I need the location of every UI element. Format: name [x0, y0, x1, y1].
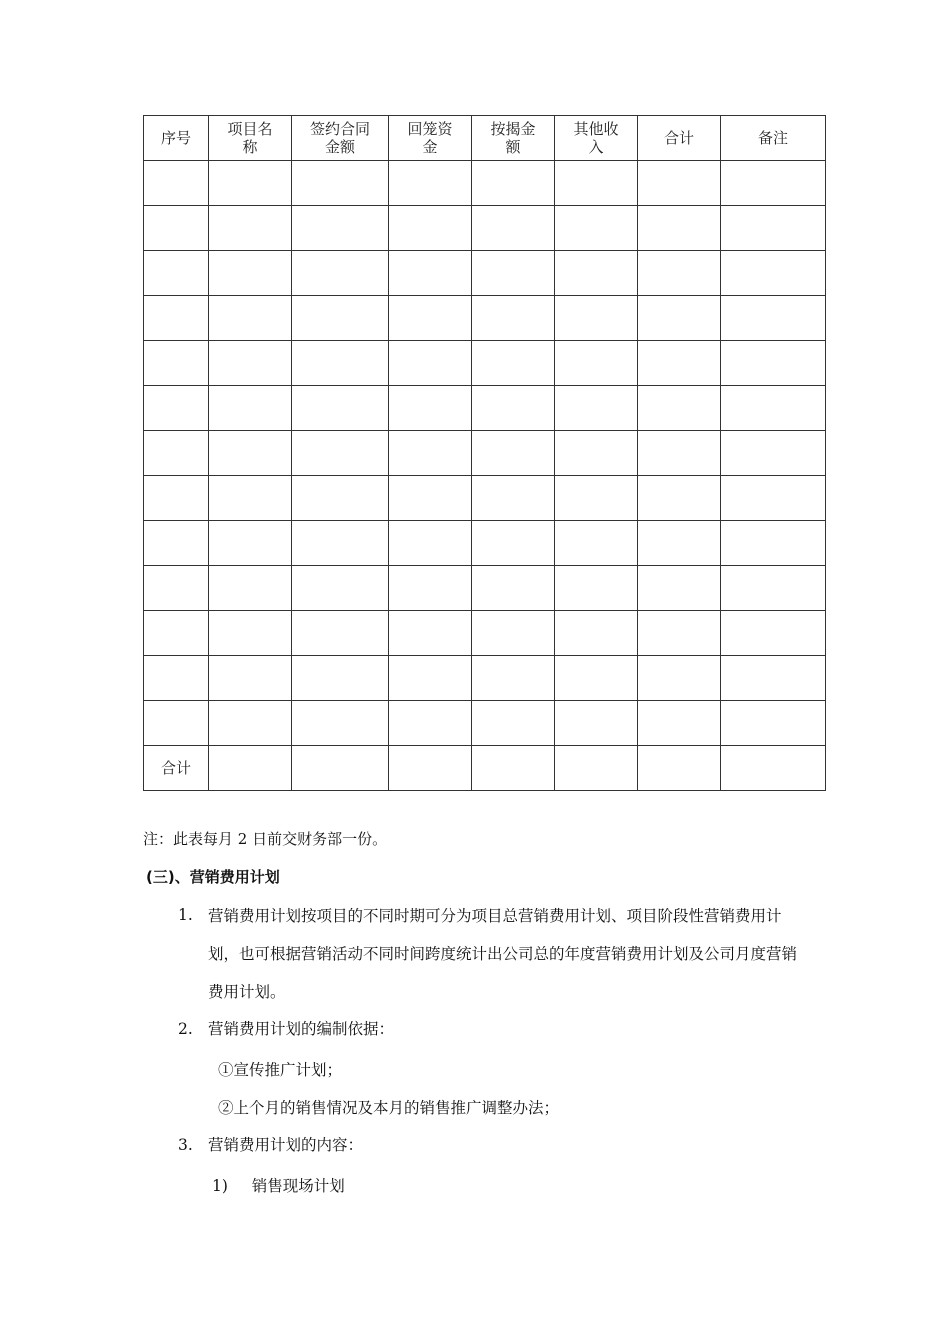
table-cell	[721, 521, 826, 566]
table-cell	[638, 746, 721, 791]
table-cell	[721, 701, 826, 746]
table-cell	[389, 431, 472, 476]
table-cell	[721, 566, 826, 611]
table-cell	[555, 431, 638, 476]
table-cell	[555, 251, 638, 296]
table-row	[144, 476, 826, 521]
table-cell	[144, 386, 209, 431]
table-cell	[638, 476, 721, 521]
table-cell	[555, 521, 638, 566]
table-total-row	[144, 746, 826, 791]
table-cell	[638, 611, 721, 656]
table-cell	[292, 296, 389, 341]
section-title: (三)、营销费用计划	[146, 868, 280, 886]
table-cell	[209, 386, 292, 431]
table-cell	[389, 746, 472, 791]
table-cell	[389, 701, 472, 746]
table-cell	[555, 701, 638, 746]
table-cell	[721, 251, 826, 296]
table-cell	[472, 206, 555, 251]
table-cell	[292, 656, 389, 701]
list-item-number: 1.	[178, 906, 193, 924]
table-cell	[472, 431, 555, 476]
table-body	[144, 161, 826, 791]
list-item-text: 营销费用计划的编制依据：	[208, 1020, 395, 1038]
table-cell	[209, 341, 292, 386]
content-item-text: 销售现场计划	[251, 1177, 345, 1195]
list-item-number: 3.	[178, 1136, 193, 1154]
table-cell	[144, 431, 209, 476]
table-cell	[292, 746, 389, 791]
table-cell	[721, 386, 826, 431]
table-cell	[209, 746, 292, 791]
table-header-row	[144, 116, 826, 161]
table-cell	[144, 521, 209, 566]
table-cell	[389, 341, 472, 386]
table-cell	[638, 656, 721, 701]
table-cell	[472, 611, 555, 656]
table-cell	[292, 161, 389, 206]
table-cell	[389, 206, 472, 251]
table-cell	[638, 521, 721, 566]
table-row	[144, 611, 826, 656]
table-cell	[144, 161, 209, 206]
table-cell	[721, 476, 826, 521]
table-row	[144, 341, 826, 386]
table-cell	[555, 206, 638, 251]
table-cell	[638, 251, 721, 296]
header-mortgage-amount: 按揭金额	[472, 116, 555, 161]
table-cell	[389, 521, 472, 566]
table-row	[144, 251, 826, 296]
table-cell	[472, 386, 555, 431]
table-cell	[555, 656, 638, 701]
table-cell	[472, 251, 555, 296]
total-row-label: 合计	[144, 746, 209, 791]
table-cell	[144, 656, 209, 701]
table-cell	[555, 161, 638, 206]
table-cell	[721, 656, 826, 701]
table-cell	[209, 566, 292, 611]
table-cell	[555, 611, 638, 656]
list-item-text: 营销费用计划按项目的不同时期可分为项目总营销费用计划、项目阶段性营销费用计划，也可根据营销活动不同时间跨度统计出公司总的年度营销费用计划及公司月度营销费用计划。	[208, 907, 798, 1001]
table-row	[144, 206, 826, 251]
table-cell	[472, 476, 555, 521]
list-item-number: 2.	[178, 1020, 193, 1038]
header-index: 序号	[144, 116, 209, 161]
table-cell	[472, 341, 555, 386]
table-cell	[472, 566, 555, 611]
table-cell	[292, 611, 389, 656]
table-row	[144, 521, 826, 566]
table-row	[144, 386, 826, 431]
table-cell	[555, 341, 638, 386]
table-cell	[389, 566, 472, 611]
table-cell	[144, 341, 209, 386]
table-row	[144, 656, 826, 701]
table-cell	[638, 296, 721, 341]
table-cell	[638, 566, 721, 611]
table-cell	[144, 476, 209, 521]
table-cell	[389, 251, 472, 296]
table-cell	[472, 701, 555, 746]
table-row	[144, 566, 826, 611]
table-cell	[209, 611, 292, 656]
table-cell	[389, 476, 472, 521]
table-cell	[721, 296, 826, 341]
table-cell	[209, 476, 292, 521]
table-cell	[638, 341, 721, 386]
table-cell	[144, 296, 209, 341]
table-cell	[144, 251, 209, 296]
table-cell	[209, 521, 292, 566]
basis-item-2: ②上个月的销售情况及本月的销售推广调整办法；	[218, 1099, 560, 1117]
header-project-name: 项目名称	[209, 116, 292, 161]
table-cell	[638, 431, 721, 476]
table-cell	[209, 296, 292, 341]
table-cell	[555, 386, 638, 431]
table-row	[144, 296, 826, 341]
basis-item-1: ①宣传推广计划；	[218, 1061, 343, 1079]
table-cell	[389, 161, 472, 206]
table-cell	[472, 521, 555, 566]
table-cell	[144, 206, 209, 251]
table-cell	[555, 476, 638, 521]
table-cell	[721, 206, 826, 251]
table-cell	[721, 746, 826, 791]
table-cell	[721, 611, 826, 656]
report-table	[143, 115, 826, 791]
table-cell	[638, 206, 721, 251]
table-cell	[292, 386, 389, 431]
header-collected-funds: 回笼资金	[389, 116, 472, 161]
table-cell	[389, 611, 472, 656]
table-cell	[292, 701, 389, 746]
table-cell	[638, 701, 721, 746]
table-cell	[209, 431, 292, 476]
table-cell	[472, 296, 555, 341]
table-cell	[292, 251, 389, 296]
table-cell	[555, 566, 638, 611]
table-note: 注：此表每月 2 日前交财务部一份。	[143, 830, 388, 848]
table-cell	[472, 161, 555, 206]
table-cell	[292, 341, 389, 386]
table-cell	[144, 566, 209, 611]
table-cell	[209, 251, 292, 296]
table-cell	[721, 161, 826, 206]
table-cell	[209, 206, 292, 251]
table-row	[144, 701, 826, 746]
table-cell	[209, 161, 292, 206]
table-row	[144, 431, 826, 476]
header-total: 合计	[638, 116, 721, 161]
table-cell	[555, 296, 638, 341]
table-cell	[209, 656, 292, 701]
content-item-number: 1)	[212, 1177, 228, 1195]
table-cell	[389, 386, 472, 431]
table-cell	[389, 296, 472, 341]
header-other-income: 其他收入	[555, 116, 638, 161]
table-cell	[389, 656, 472, 701]
table-cell	[638, 386, 721, 431]
table-cell	[472, 746, 555, 791]
header-remarks: 备注	[721, 116, 826, 161]
table-cell	[209, 701, 292, 746]
table-cell	[292, 206, 389, 251]
table-cell	[292, 476, 389, 521]
table-cell	[472, 656, 555, 701]
table-row	[144, 161, 826, 206]
table-cell	[144, 701, 209, 746]
header-contract-amount: 签约合同金额	[292, 116, 389, 161]
table-cell	[292, 521, 389, 566]
table-cell	[292, 566, 389, 611]
list-item-text: 营销费用计划的内容：	[208, 1136, 364, 1154]
table-cell	[721, 341, 826, 386]
table-cell	[292, 431, 389, 476]
table-cell	[144, 611, 209, 656]
table-cell	[638, 161, 721, 206]
content-item-1	[212, 1174, 345, 1196]
table-cell	[721, 431, 826, 476]
table-cell	[555, 746, 638, 791]
